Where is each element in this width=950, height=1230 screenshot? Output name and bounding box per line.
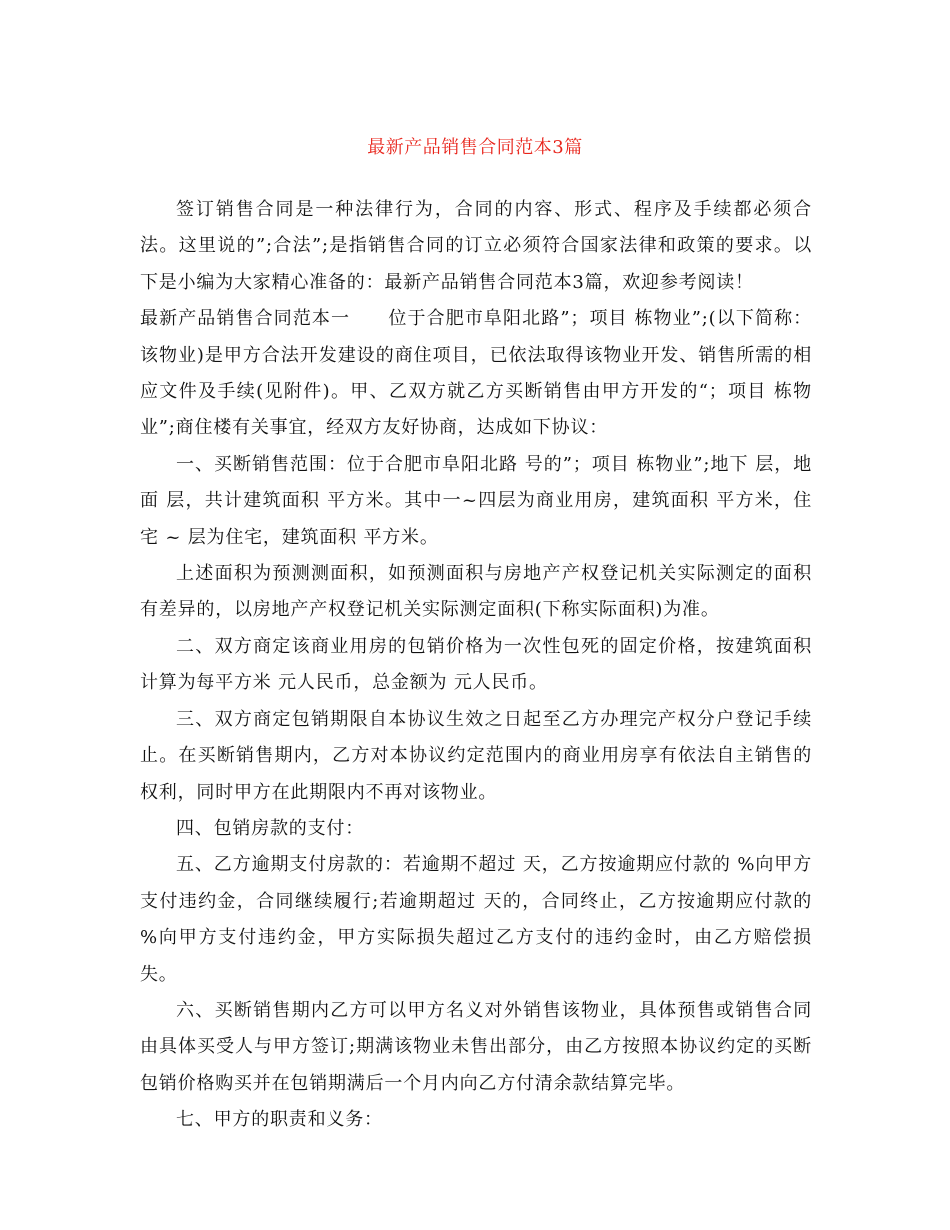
clause-paragraph: 上述面积为预测测面积，如预测面积与房地产产权登记机关实际测定的面积有差异的，以房地产产权登记机关实际测定面积(下称实际面积)为准。 — [140, 563, 812, 621]
section-1-text: 位于合肥市阜阳北路”；项目 栋物业”;(以下简称：该物业)是甲方合法开发建设的商住项目，已依法取得该物业开发、销售所需的相应文件及手续(见附件)。甲、乙双方就乙方买断销售由甲方开发的“；项目 栋物业”;商住楼有关事宜，经双方友好协商，达成如下协议： — [140, 308, 812, 439]
clause-paragraph: 一、买断销售范围：位于合肥市阜阳北路 号的”；项目 栋物业”;地下 层，地面 层，共计建筑面积 平方米。其中一~四层为商业用房，建筑面积 平方米，住宅 ~ 层为住宅，建筑面积 平方米。 — [140, 453, 812, 548]
clause-paragraph: 五、乙方逾期支付房款的：若逾期不超过 天，乙方按逾期应付款的 %向甲方支付违约金，合同继续履行;若逾期超过 天的，合同终止，乙方按逾期应付款的 %向甲方支付违约金，甲方实际损失超过乙方支付的违约金时，由乙方赔偿损失。 — [140, 854, 812, 985]
section-1-paragraph — [140, 301, 812, 447]
clause-paragraph: 六、买断销售期内乙方可以甲方名义对外销售该物业，具体预售或销售合同由具体买受人与甲方签订;期满该物业未售出部分，由乙方按照本协议约定的买断包销价格购买并在包销期满后一个月内向乙方付清余款结算完毕。 — [140, 999, 812, 1094]
document-title: 最新产品销售合同范本3篇 — [367, 137, 583, 159]
clause-paragraph: 三、双方商定包销期限自本协议生效之日起至乙方办理完产权分户登记手续止。在买断销售期内，乙方对本协议约定范围内的商业用房享有依法自主销售的权利，同时甲方在此期限内不再对该物业。 — [140, 708, 812, 803]
clause-paragraph: 七、甲方的职责和义务： — [176, 1109, 383, 1131]
clause-paragraph: 四、包销房款的支付： — [176, 817, 364, 839]
clause-paragraph: 二、双方商定该商业用房的包销价格为一次性包死的固定价格，按建筑面积计算为每平方米 元人民币，总金额为 元人民币。 — [140, 635, 812, 694]
section-1-heading: 最新产品销售合同范本一 — [140, 308, 351, 330]
intro-paragraph: 签订销售合同是一种法律行为，合同的内容、形式、程序及手续都必须合法。这里说的”;合法”;是指销售合同的订立必须符合国家法律和政策的要求。以下是小编为大家精心准备的：最新产品销售合同范本3篇，欢迎参考阅读！ — [140, 199, 812, 293]
document-body — [140, 192, 812, 1139]
